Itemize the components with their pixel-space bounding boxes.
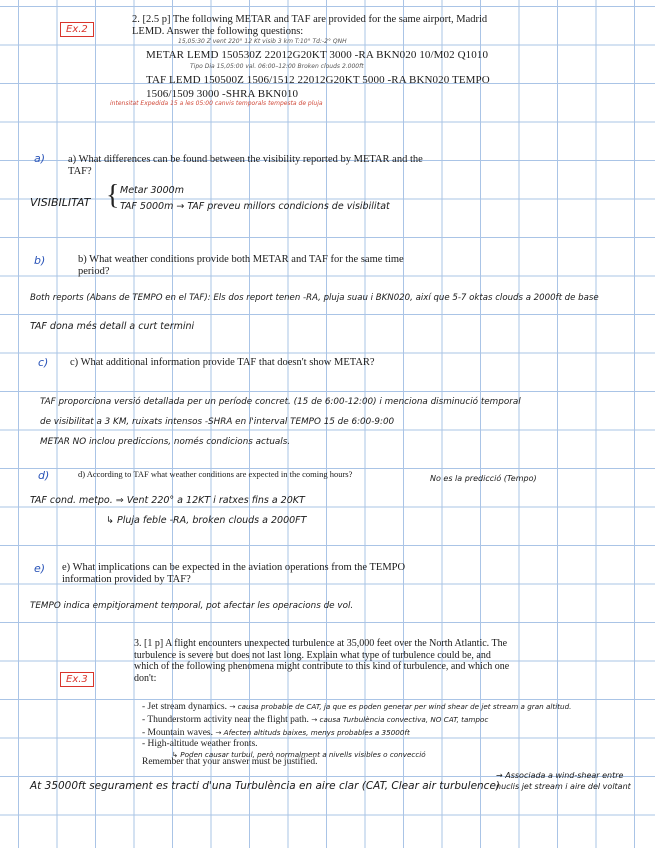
answer-c-line-3: METAR NO inclou prediccions, només condicions actuals. (40, 437, 291, 447)
marker-d: d) (38, 469, 50, 482)
taf-line-2: 1506/1509 3000 -SHRA BKN010 (146, 88, 299, 100)
phenomenon-item: - High-altitude weather fronts. (142, 739, 258, 749)
phenomenon-note: ↳ Poden causar turbul, però normalment a nivells visibles o convecció (172, 750, 426, 759)
phenomenon-item: - Thunderstorm activity near the flight path. → causa Turbulència convectiva, NO CAT, tampoc (142, 715, 489, 725)
exercise-2-header: 2. [2.5 p] The following METAR and TAF are provided for the same airport, Madrid LEMD. Answer the following questions: (132, 14, 488, 37)
phenomenon-item: - Mountain waves. → Afecten altituds baixes, menys probables a 35000ft (142, 728, 410, 738)
answer-c-line-2: de visibilitat a 3 KM, ruixats intensos -SHRA en l'interval TEMPO 15 de 6:00-9:00 (40, 417, 395, 427)
exercise-3-label: Ex.3 (60, 672, 94, 687)
phenomenon-text: Thunderstorm activity near the flight path. (147, 715, 309, 725)
marker-a: a) (34, 152, 46, 165)
exercise-2-label: Ex.2 (60, 22, 94, 37)
taf-red-annotations: intensitat Expedida 15 a les 05:00 canvis temporals tempesta de pluja (110, 100, 323, 107)
question-d: d) According to TAF what weather conditions are expected in the coming hours? (78, 469, 353, 479)
answer-b-line-2: TAF dona més detall a curt termini (30, 321, 195, 332)
taf-line-1: TAF LEMD 150500Z 1506/1512 22012G20KT 5000 -RA BKN020 TEMPO (146, 74, 490, 86)
metar-annotations: 15,05:30 Z vent 220° 12 Kt visib 3 km T:10° Td:-2° QNH (178, 38, 347, 45)
brace: { (106, 180, 120, 211)
phenomenon-text: Jet stream dynamics. (147, 702, 227, 712)
marker-e: e) (34, 562, 46, 575)
answer-d-line-1: TAF cond. metpo. ⇒ Vent 220° a 12KT i ratxes fins a 20KT (30, 495, 305, 506)
question-b: b) What weather conditions provide both METAR and TAF for the same time period? (78, 254, 404, 277)
answer-e: TEMPO indica empitjorament temporal, pot afectar les operacions de vol. (30, 601, 354, 611)
question-e: e) What implications can be expected in the aviation operations from the TEMPO information provided by TAF? (62, 562, 406, 585)
phenomenon-note: → Afecten altituds baixes, menys probables a 35000ft (215, 728, 410, 737)
answer-d-line-2: ↳ Pluja feble -RA, broken clouds a 2000FT (106, 515, 307, 526)
phenomenon-text: High-altitude weather fronts. (147, 739, 258, 749)
answer-b-line-1: Both reports (Abans de TEMPO en el TAF): Els dos report tenen -RA, pluja suau i BKN020, així que 5-7 oktas clouds a 2000ft de base (30, 293, 599, 303)
answer-3: At 35000ft segurament es tracti d'una Turbulència en aire clar (CAT, Clear air turbulence) (30, 780, 501, 792)
phenomenon-text: Mountain waves. (147, 728, 213, 738)
phenomenon-note: → causa probable de CAT, ja que es poden generar per wind shear de jet stream a gran altitud. (229, 702, 572, 711)
phenomena-list (142, 700, 642, 760)
answer-a-line-1: Metar 3000m (120, 185, 184, 196)
marker-c: c) (38, 356, 49, 369)
answer-a-label: VISIBILITAT (30, 196, 91, 209)
phenomenon-note: → causa Turbulència convectiva, NO CAT, tampoc (311, 715, 489, 724)
answer-c-line-1: TAF proporciona versió detallada per un període concret. (15 de 6:00-12:00) i menciona disminució temporal (40, 397, 521, 407)
question-c: c) What additional information provide TAF that doesn't show METAR? (70, 357, 375, 368)
exercise-3-footer: Remember that your answer must be justified. (142, 757, 318, 767)
exercise-3-header: 3. [1 p] A flight encounters unexpected turbulence at 35,000 feet over the North Atlantic. The turbulence is severe but does not last long. Explain what type of turbulence could be, and which of the following phenomena might contribute to this kind of turbulence, and which one don't: (134, 638, 510, 684)
answer-3-note: → Associada a wind-shear entre nuclis jet stream i aire del voltant (496, 771, 631, 791)
answer-a-line-2: TAF 5000m → TAF preveu millors condicions de visibilitat (120, 201, 390, 212)
phenomenon-item: - Jet stream dynamics. → causa probable de CAT, ja que es poden generar per wind shear de jet stream a gran altitud. (142, 702, 572, 712)
marker-b: b) (34, 254, 46, 267)
question-d-note: No es la predicció (Tempo) (430, 474, 537, 483)
question-a: a) What differences can be found between the visibility reported by METAR and the TAF? (68, 154, 423, 177)
metar-line: METAR LEMD 150530Z 22012G20KT 3000 -RA BKN020 10/M02 Q1010 (146, 49, 489, 61)
taf-annotations: Tipo Dia 15,05:00 val. 06:00–12:00 Broken clouds 2.000ft (190, 63, 364, 70)
